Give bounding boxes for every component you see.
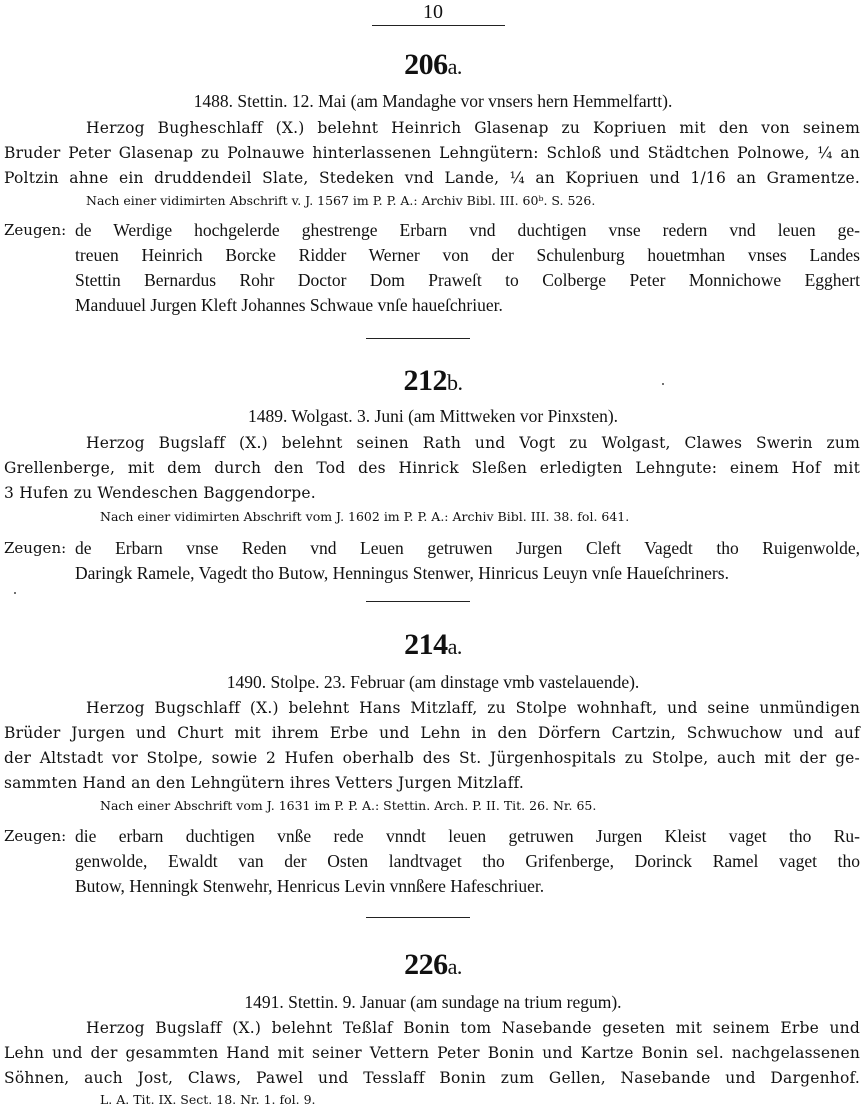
entry-number-suffix: a. xyxy=(447,54,462,79)
entry-number-suffix: a. xyxy=(447,634,462,659)
witness-line: Daringk Ramele, Vagedt tho Butow, Henningus Stenwer, Hinricus Leuyn vnſe Haueſchriners. xyxy=(75,563,729,583)
entry-header: 1489. Wolgast. 3. Juni (am Mittweken vor Pinxsten). xyxy=(247,406,619,426)
entry-number xyxy=(0,364,866,400)
entry-body-line: Herzog Bugschlaff (X.) belehnt Hans Mitzlaff, zu Stolpe wohnhaft, und seine unmündigen xyxy=(86,699,860,717)
witness-line: de Werdige hochgelerde ghestrenge Erbarn vnd duchtigen vnse redern vnd leuen ge- xyxy=(75,220,860,240)
witness-label: Zeugen: xyxy=(4,827,67,845)
witness-line: die erbarn duchtigen vnße rede vnndt leuen getruwen Jurgen Kleist vaget tho Ru- xyxy=(75,826,860,846)
header-rule xyxy=(372,25,505,26)
entry-body-line: Herzog Bugheschlaff (X.) belehnt Heinrich Glasenap zu Kopriuen mit den von seinem xyxy=(86,119,860,137)
witness-line: Stettin Bernardus Rohr Doctor Dom Praweſt to Colberge Peter Monnichowe Egghert xyxy=(75,270,860,290)
witness-line: Butow, Henningk Stenwehr, Henricus Levin vnnßere Hafeschriuer. xyxy=(75,876,545,896)
witness-label: Zeugen: xyxy=(4,221,67,239)
entry-body-line: Poltzin ahne ein druddendeil Slate, Stedeken vnd Lande, ¼ an Kopriuen und 1/16 an Gramentze. xyxy=(4,169,860,187)
entry-number-value: 214 xyxy=(404,628,448,661)
entry-separator xyxy=(366,338,470,339)
entry-body-line: Herzog Bugslaff (X.) belehnt Teßlaf Bonin tom Nasebande geseten mit seinem Erbe und xyxy=(86,1019,860,1037)
entry-number xyxy=(0,48,866,84)
witness-line: de Erbarn vnse Reden vnd Leuen getruwen Jurgen Cleft Vagedt tho Ruigenwolde, xyxy=(75,538,860,558)
entry-number-value: 212 xyxy=(403,364,447,397)
entry-source: Nach einer Abschrift vom J. 1631 im P. P. A.: Stettin. Arch. P. II. Tit. 26. Nr. 65. xyxy=(100,798,597,813)
entry-body-line: Brüder Jurgen und Churt mit ihrem Erbe und Lehn in den Dörfern Cartzin, Schwuchow und auf xyxy=(4,724,860,742)
entry-body-line: Söhnen, auch Jost, Claws, Pawel und Tesslaff Bonin zum Gellen, Nasebande und Dargenhof. xyxy=(4,1069,860,1087)
entry-header: 1491. Stettin. 9. Januar (am sundage na trium regum). xyxy=(244,992,622,1012)
entry-header: 1490. Stolpe. 23. Februar (am dinstage vmb vastelauende). xyxy=(226,672,640,692)
entry-source: L. A. Tit. IX. Sect. 18. Nr. 1. fol. 9. xyxy=(100,1092,316,1107)
entry-source: Nach einer vidimirten Abschrift vom J. 1602 im P. P. A.: Archiv Bibl. III. 38. fol. 641. xyxy=(100,509,630,524)
witness-line: genwolde, Ewaldt van der Osten landtvaget tho Grifenberge, Dorinck Ramel vaget tho xyxy=(75,851,860,871)
entry-body-line: Bruder Peter Glasenap zu Polnauwe hinterlassenen Lehngütern: Schloß und Städtchen Polnowe, ¼ an xyxy=(4,144,860,162)
print-speck xyxy=(662,383,664,385)
entry-body-line: der Altstadt vor Stolpe, sowie 2 Hufen oberhalb des St. Jürgenhospitals zu Stolpe, auch mit der ge- xyxy=(4,749,860,767)
entry-separator xyxy=(366,601,470,602)
entry-number-suffix: b. xyxy=(447,370,463,395)
entry-number-suffix: a. xyxy=(447,954,462,979)
witness-line: Manduuel Jurgen Kleft Johannes Schwaue vnſe haueſchriuer. xyxy=(75,295,503,315)
entry-number xyxy=(0,628,866,664)
page-number: 10 xyxy=(423,1,443,23)
entry-body-line: sammten Hand an den Lehngütern ihres Vetters Jurgen Mitzlaff. xyxy=(4,774,525,792)
print-speck xyxy=(14,592,16,594)
entry-source: Nach einer vidimirten Abschrift v. J. 1567 im P. P. A.: Archiv Bibl. III. 60ᵇ. S. 526. xyxy=(86,193,596,208)
entry-number xyxy=(0,948,866,984)
witness-line: treuen Heinrich Borcke Ridder Werner von der Schulenburg houetmhan vnses Landes xyxy=(75,245,860,265)
entry-body-line: 3 Hufen zu Wendeschen Baggendorpe. xyxy=(4,484,316,502)
entry-header: 1488. Stettin. 12. Mai (am Mandaghe vor vnsers hern Hemmelfartt). xyxy=(193,91,673,111)
entry-number-value: 206 xyxy=(404,48,448,81)
entry-body-line: Lehn und der gesammten Hand mit seiner Vettern Peter Bonin und Kartze Bonin sel. nachgelassenen xyxy=(4,1044,860,1062)
witness-label: Zeugen: xyxy=(4,539,67,557)
entry-body-line: Grellenberge, mit dem durch den Tod des Hinrick Sleßen erledigten Lehngute: einem Hof mit xyxy=(4,459,860,477)
entry-body-line: Herzog Bugslaff (X.) belehnt seinen Rath und Vogt zu Wolgast, Clawes Swerin zum xyxy=(86,434,860,452)
entry-number-value: 226 xyxy=(404,948,448,981)
entry-separator xyxy=(366,917,470,918)
